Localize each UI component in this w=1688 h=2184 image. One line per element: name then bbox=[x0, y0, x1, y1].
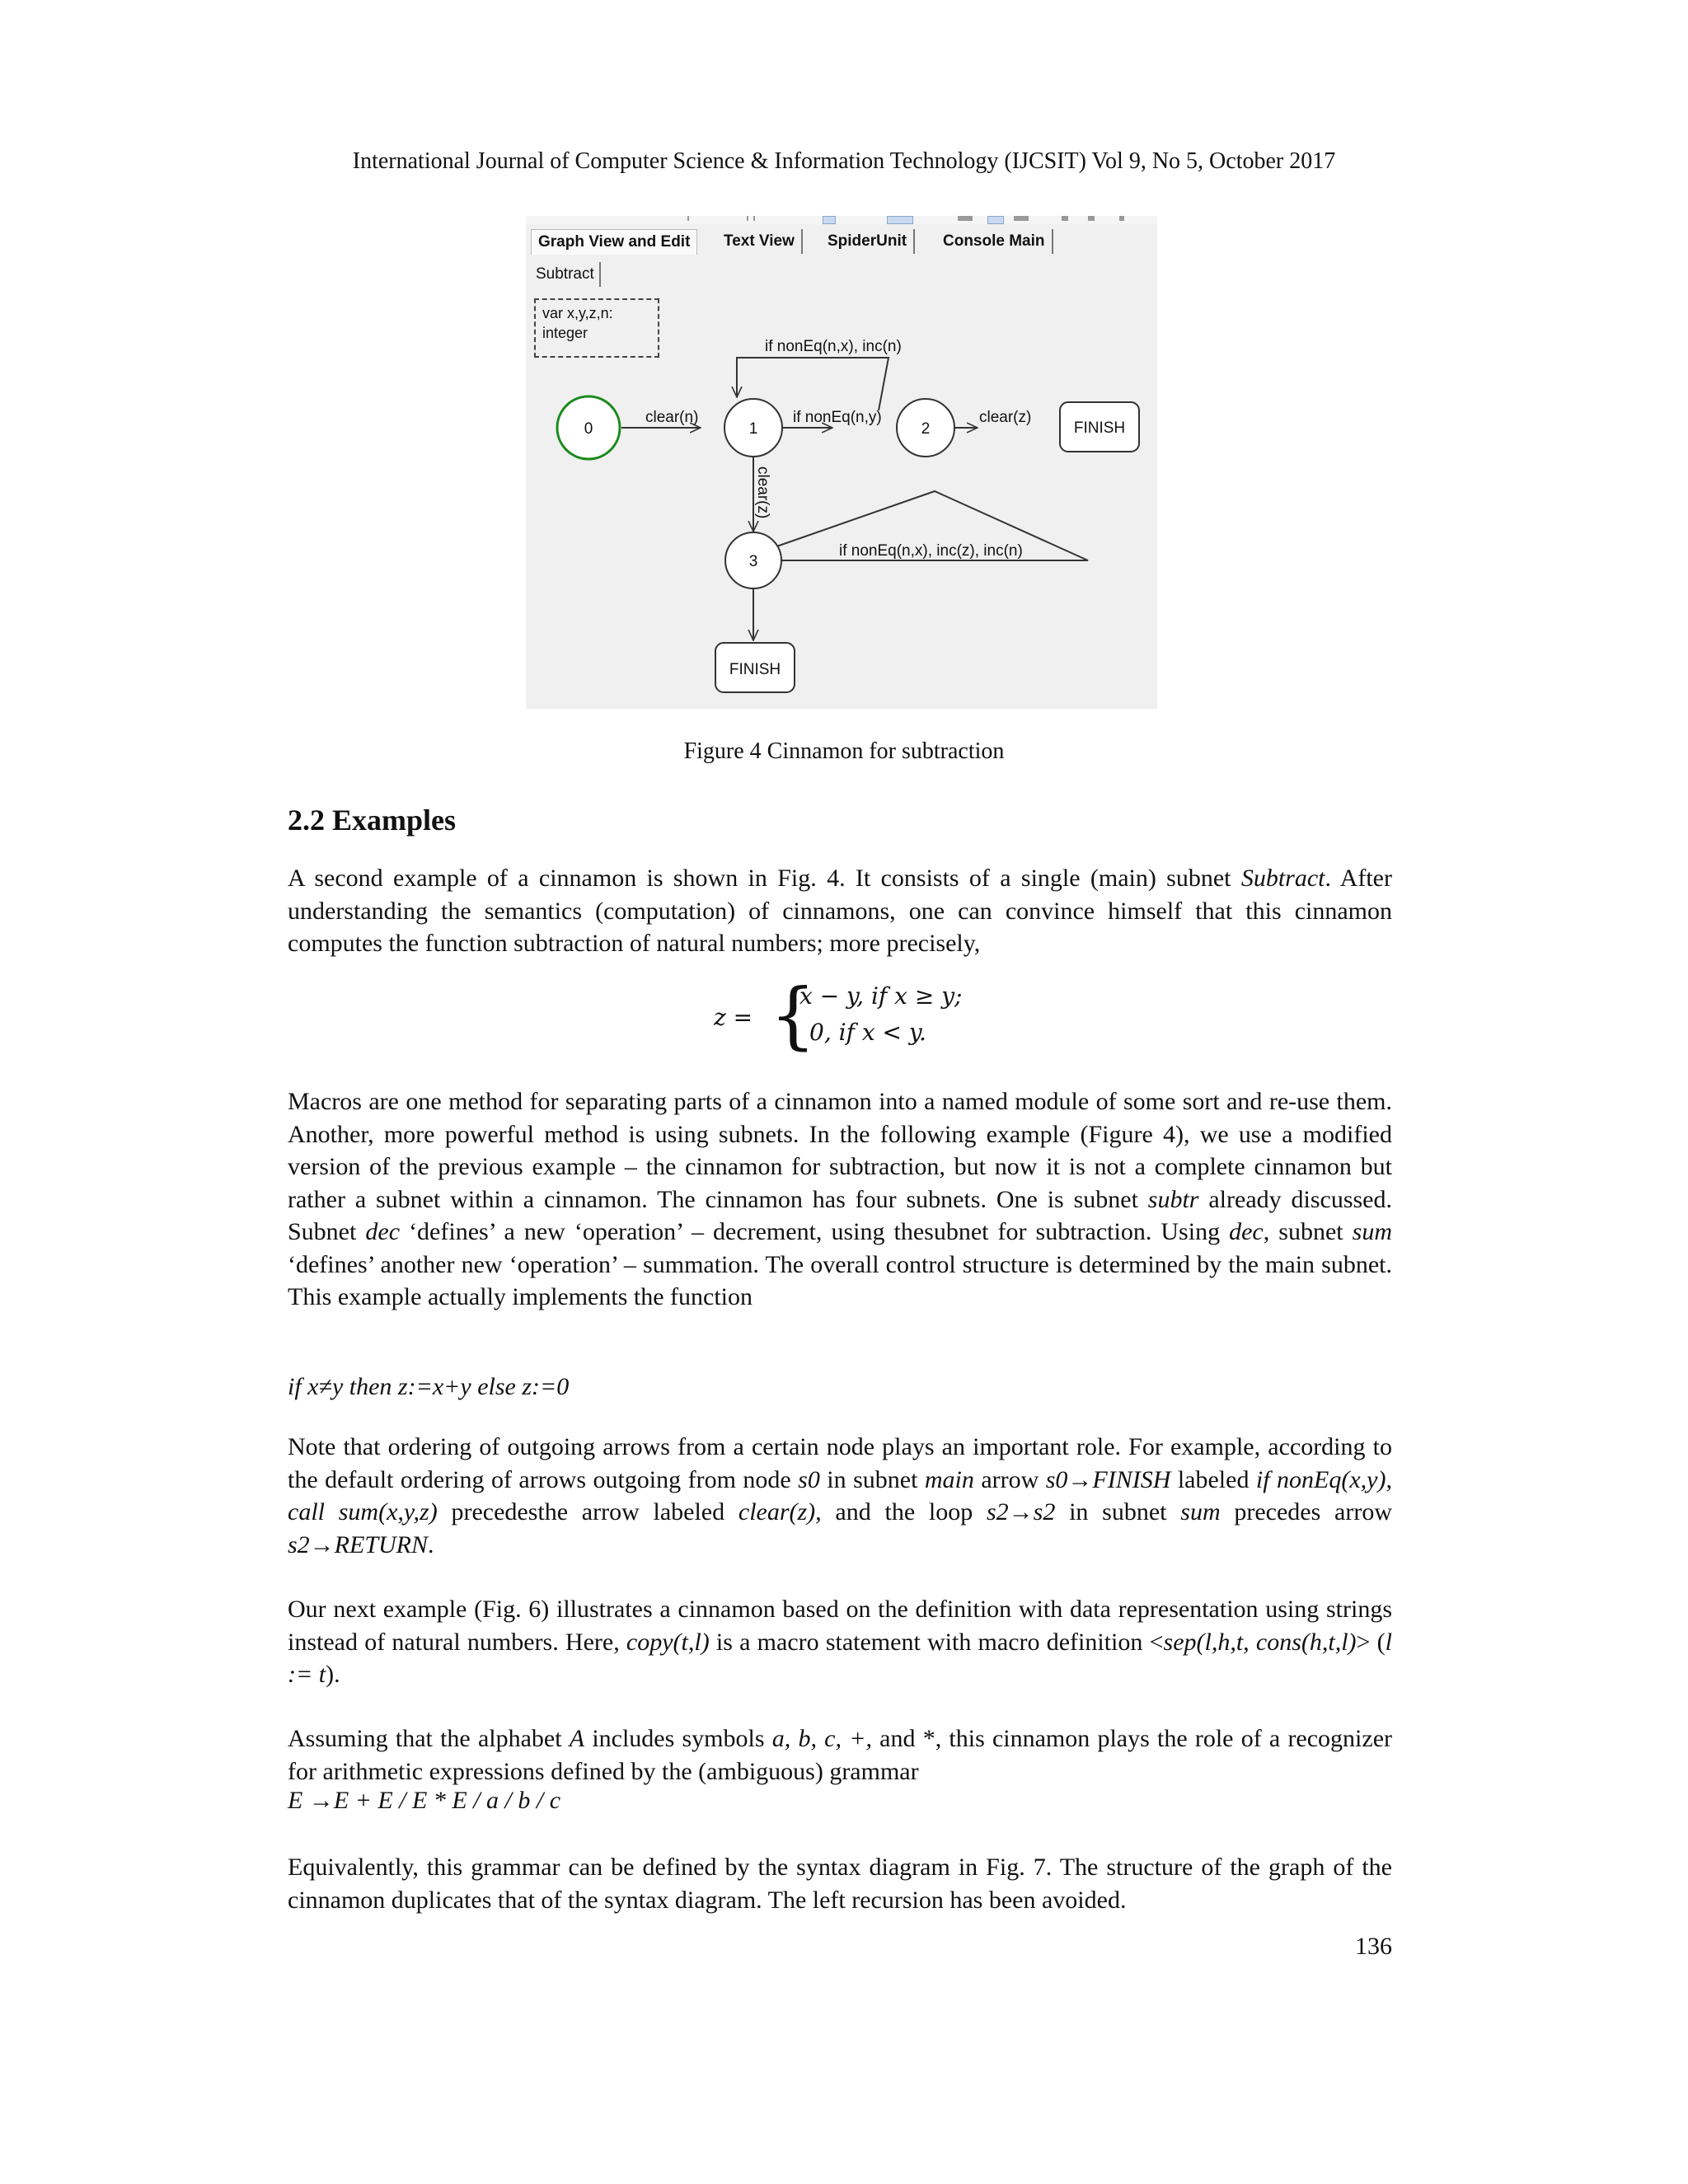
paragraph-3 bbox=[288, 1431, 1392, 1561]
finish-right-label: FINISH bbox=[1073, 419, 1126, 437]
p3-label-1: if nonEq(x,y), call sum(x,y,z) bbox=[288, 1465, 1392, 1526]
p4-text-a: Our next example (Fig. 6) illustrates a cinnamon based on the definition with data representation using strings instead of natural numbers. Here, bbox=[288, 1596, 1392, 1656]
p2-text-b: already discussed. Subnet bbox=[288, 1185, 1392, 1245]
var-line-1: var x,y,z,n: bbox=[542, 305, 613, 321]
piecewise-equation bbox=[714, 972, 1010, 1057]
p3-loop: s2→s2 bbox=[986, 1498, 1056, 1526]
label-loop-3: if nonEq(n,x), inc(z), inc(n) bbox=[839, 542, 1023, 560]
node-0-label: 0 bbox=[584, 420, 593, 438]
p4-assign: l := t bbox=[288, 1628, 1392, 1688]
p2-dec-1: dec bbox=[365, 1218, 401, 1245]
page-number: 136 bbox=[1355, 1933, 1392, 1960]
p5-text-b: includes symbols bbox=[584, 1725, 772, 1752]
p2-text-e: ‘defines’ another new ‘operation’ – summation. The overall control structure is determined by the main subnet. This example actually implements the function bbox=[288, 1250, 1392, 1310]
node-1-label: 1 bbox=[748, 420, 758, 438]
label-if-noneq-n-y: if nonEq(n,y) bbox=[793, 409, 882, 426]
p3-arrow-2: s2→RETURN bbox=[288, 1530, 429, 1558]
p3-sum: sum bbox=[1180, 1498, 1221, 1526]
tab-spiderunit[interactable]: SpiderUnit bbox=[821, 229, 915, 254]
figure-screenshot bbox=[526, 216, 1157, 709]
tab-console-main[interactable]: Console Main bbox=[936, 229, 1053, 254]
p3-text-e: precedesthe arrow labeled bbox=[437, 1498, 738, 1526]
p1-text-b: . After understanding the semantics (computation) of cinnamons, one can convince himself that this cinnamon computes the function subtraction of natural numbers; more precisely, bbox=[288, 865, 1392, 957]
p3-text-c: arrow bbox=[973, 1465, 1046, 1493]
grammar-line bbox=[288, 1787, 560, 1815]
p3-text-b: in subnet bbox=[819, 1465, 925, 1493]
tab-text-view[interactable]: Text View bbox=[717, 229, 803, 254]
paragraph-1 bbox=[288, 862, 1392, 960]
finish-bottom-label: FINISH bbox=[729, 661, 781, 678]
paragraph-5 bbox=[288, 1722, 1392, 1788]
label-clear-n: clear(n) bbox=[645, 409, 699, 426]
p5-alphabet: A bbox=[569, 1725, 585, 1752]
p4-text-b: is a macro statement with macro definition < bbox=[709, 1628, 1164, 1656]
p4-definition: sep(l,h,t, cons(h,t,l) bbox=[1163, 1628, 1357, 1656]
p1-subtract: Subtract bbox=[1240, 865, 1325, 892]
p3-text-f: and the loop bbox=[821, 1498, 987, 1526]
p4-copy: copy(t,l) bbox=[626, 1628, 710, 1656]
equation-lhs: z = bbox=[714, 1004, 753, 1031]
cinnamon-graph bbox=[526, 216, 1157, 709]
p3-main: main bbox=[924, 1465, 974, 1493]
paragraph-4 bbox=[288, 1593, 1392, 1691]
equation-brace: { bbox=[770, 972, 816, 1057]
p3-text-g: in subnet bbox=[1055, 1498, 1181, 1526]
p5-symbols: a, b, c, +, bbox=[771, 1725, 872, 1752]
node-2-label: 2 bbox=[921, 420, 931, 438]
p2-dec-2: dec bbox=[1229, 1218, 1264, 1245]
p3-label-2: clear(z), bbox=[738, 1498, 822, 1526]
equation-case-2: 0, if x < y. bbox=[809, 1019, 926, 1046]
tab-subnet-subtract[interactable]: Subtract bbox=[531, 262, 601, 287]
p5-text-a: Assuming that the alphabet bbox=[288, 1725, 570, 1752]
p2-text-a: Macros are one method for separating parts of a cinnamon into a named module of some sort and re-use them. Another, more powerful method is using subnets. In the following example (Figure 4), we use a modified version of the previous example – the cinnamon for subtraction, but now it is not a complete cinnamon but rather a subnet within a cinnamon. The cinnamon has four subnets. One is subnet bbox=[288, 1088, 1392, 1213]
p2-subtr: subtr bbox=[1147, 1185, 1199, 1213]
p5-text-c: and *, this cinnamon plays the role of a recognizer for arithmetic expressions defined by the (ambiguous) grammar bbox=[288, 1725, 1393, 1785]
p2-text-d: , subnet bbox=[1263, 1218, 1353, 1245]
p1-text-a: A second example of a cinnamon is shown in Fig. 4. It consists of a single (main) subnet bbox=[288, 865, 1241, 892]
paragraph-2 bbox=[288, 1085, 1392, 1314]
node-3-label: 3 bbox=[748, 553, 758, 570]
tab-graph-view-and-edit[interactable]: Graph View and Edit bbox=[531, 229, 697, 255]
p2-sum: sum bbox=[1352, 1218, 1393, 1245]
p4-text-d: ). bbox=[326, 1661, 340, 1688]
var-line-2: integer bbox=[542, 325, 588, 341]
p3-text-d: labeled bbox=[1170, 1465, 1256, 1493]
p2-text-c: ‘defines’ a new ‘operation’ – decrement, using thesubnet for subtraction. Using bbox=[400, 1218, 1230, 1245]
equation-case-1: x − y, if x ≥ y; bbox=[799, 982, 963, 1010]
p3-s0: s0 bbox=[798, 1465, 820, 1493]
label-loop-2-1: if nonEq(n,x), inc(n) bbox=[765, 338, 902, 355]
label-clear-z-right: clear(z) bbox=[979, 409, 1032, 426]
grammar-text: E →E + E / E * E / a / b / c bbox=[288, 1787, 561, 1814]
label-clear-z-vertical: clear(z) bbox=[754, 466, 771, 519]
figure-caption: Figure 4 Cinnamon for subtraction bbox=[683, 738, 1005, 764]
function-line bbox=[288, 1373, 569, 1401]
p3-text-h: precedes arrow bbox=[1220, 1498, 1392, 1526]
running-header: International Journal of Computer Science & Information Technology (IJCSIT) Vol 9, No 5, October 2017 bbox=[352, 148, 1336, 174]
section-title: 2.2 Examples bbox=[288, 804, 457, 837]
p3-arrow-1: s0→FINISH bbox=[1045, 1465, 1171, 1493]
p3-text-i: . bbox=[428, 1530, 434, 1558]
p3-text-a: Note that ordering of outgoing arrows from a certain node plays an important role. For example, according to the default ordering of arrows outgoing from node bbox=[288, 1433, 1392, 1493]
paragraph-6: Equivalently, this grammar can be defined by the syntax diagram in Fig. 7. The structure of the graph of the cinnamon duplicates that of the syntax diagram. The left recursion has been avoided. bbox=[288, 1854, 1392, 1914]
function-text: if x≠y then z:=x+y else z:=0 bbox=[288, 1373, 570, 1400]
p4-text-c: > ( bbox=[1356, 1628, 1386, 1656]
